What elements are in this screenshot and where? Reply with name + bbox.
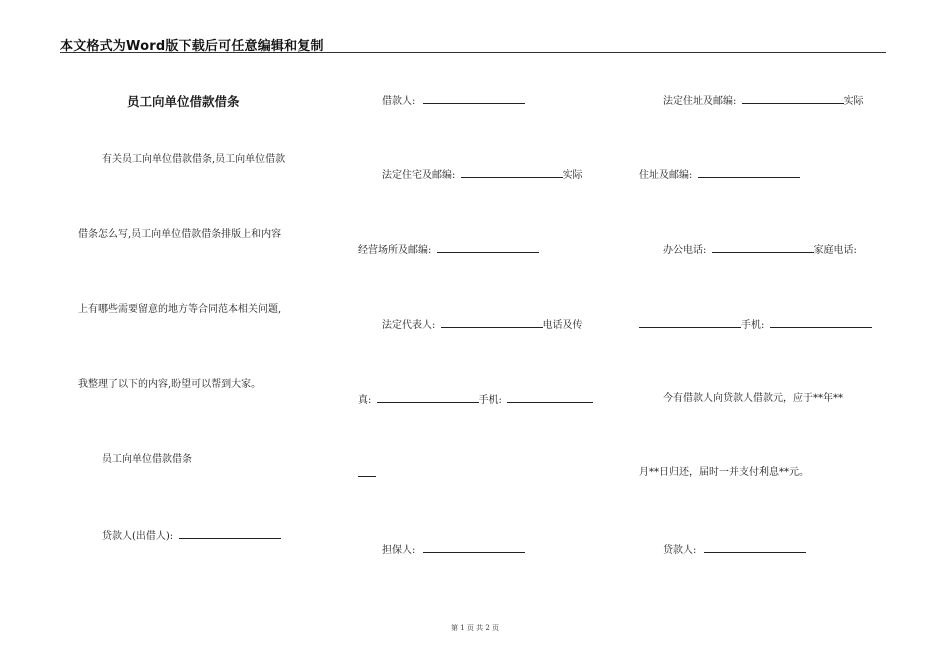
guarantor-field-row [382, 543, 525, 557]
intro-paragraph-line-2: 借条怎么写,员工向单位借款借条排版上和内容 [78, 229, 282, 240]
legal-residence-field-row [382, 168, 583, 182]
document-title: 员工向单位借款借条 [127, 94, 240, 109]
legal-address-suffix: 实际 [843, 96, 864, 107]
intro-paragraph-line-4: 我整理了以下的内容,盼望可以帮到大家。 [78, 379, 262, 390]
loan-body-line-2: 月**日归还，届时一并支付利息**元。 [639, 467, 809, 478]
legal-address-blank[interactable] [742, 94, 844, 104]
fax-label: 真: [358, 395, 372, 406]
intro-paragraph-line-1: 有关员工向单位借款借条,员工向单位借款 [102, 154, 286, 165]
mobile-blank[interactable] [507, 393, 593, 403]
borrower-label: 借款人: [382, 96, 416, 107]
section-subtitle: 员工向单位借款借条 [102, 454, 192, 465]
legal-rep-blank[interactable] [441, 318, 543, 328]
borrower-field-row [382, 94, 525, 108]
lender-signature-row [663, 543, 806, 557]
actual-address-label: 住址及邮编: [639, 170, 693, 181]
legal-residence-suffix: 实际 [562, 170, 583, 181]
lender-blank[interactable] [179, 529, 281, 539]
legal-rep-suffix: 电话及传 [542, 320, 583, 331]
continuation-blank-row [358, 467, 376, 481]
legal-address-label: 法定住址及邮编: [663, 96, 737, 107]
phone-field-row [663, 243, 857, 257]
actual-address-field-row [639, 168, 800, 182]
lender-field-row [102, 529, 281, 543]
header-divider [60, 52, 886, 53]
legal-address-field-row [663, 94, 864, 108]
borrower-blank[interactable] [423, 94, 525, 104]
business-place-blank[interactable] [437, 243, 539, 253]
fax-blank[interactable] [377, 393, 479, 403]
office-phone-label: 办公电话: [663, 245, 707, 256]
document-header: 本文格式为Word版下载后可任意编辑和复制 [60, 39, 324, 54]
mobile-label: 手机: [478, 395, 502, 406]
lender-signature-label: 贷款人: [663, 545, 697, 556]
mobile-blank-col3[interactable] [770, 318, 872, 328]
home-phone-mobile-row [639, 318, 872, 332]
loan-body-line-1: 今有借款人向贷款人借款元，应于**年** [663, 393, 843, 404]
actual-address-blank[interactable] [698, 168, 800, 178]
business-place-field-row [358, 243, 539, 257]
guarantor-label: 担保人: [382, 545, 416, 556]
lender-signature-blank[interactable] [704, 543, 806, 553]
lender-label: 贷款人(出借人): [102, 531, 174, 542]
legal-rep-field-row [382, 318, 583, 332]
mobile-label-col3: 手机: [741, 320, 765, 331]
legal-residence-label: 法定住宅及邮编: [382, 170, 456, 181]
home-phone-blank[interactable] [639, 318, 741, 328]
legal-residence-blank[interactable] [461, 168, 563, 178]
intro-paragraph-line-3: 上有哪些需要留意的地方等合同范本相关问题, [78, 304, 282, 315]
page-number: 第 1 页 共 2 页 [450, 624, 500, 632]
office-phone-blank[interactable] [712, 243, 814, 253]
business-place-label: 经营场所及邮编: [358, 245, 432, 256]
continuation-blank[interactable] [358, 467, 376, 477]
guarantor-blank[interactable] [423, 543, 525, 553]
fax-mobile-field-row [358, 393, 593, 407]
home-phone-label: 家庭电话: [813, 245, 857, 256]
legal-rep-label: 法定代表人: [382, 320, 436, 331]
